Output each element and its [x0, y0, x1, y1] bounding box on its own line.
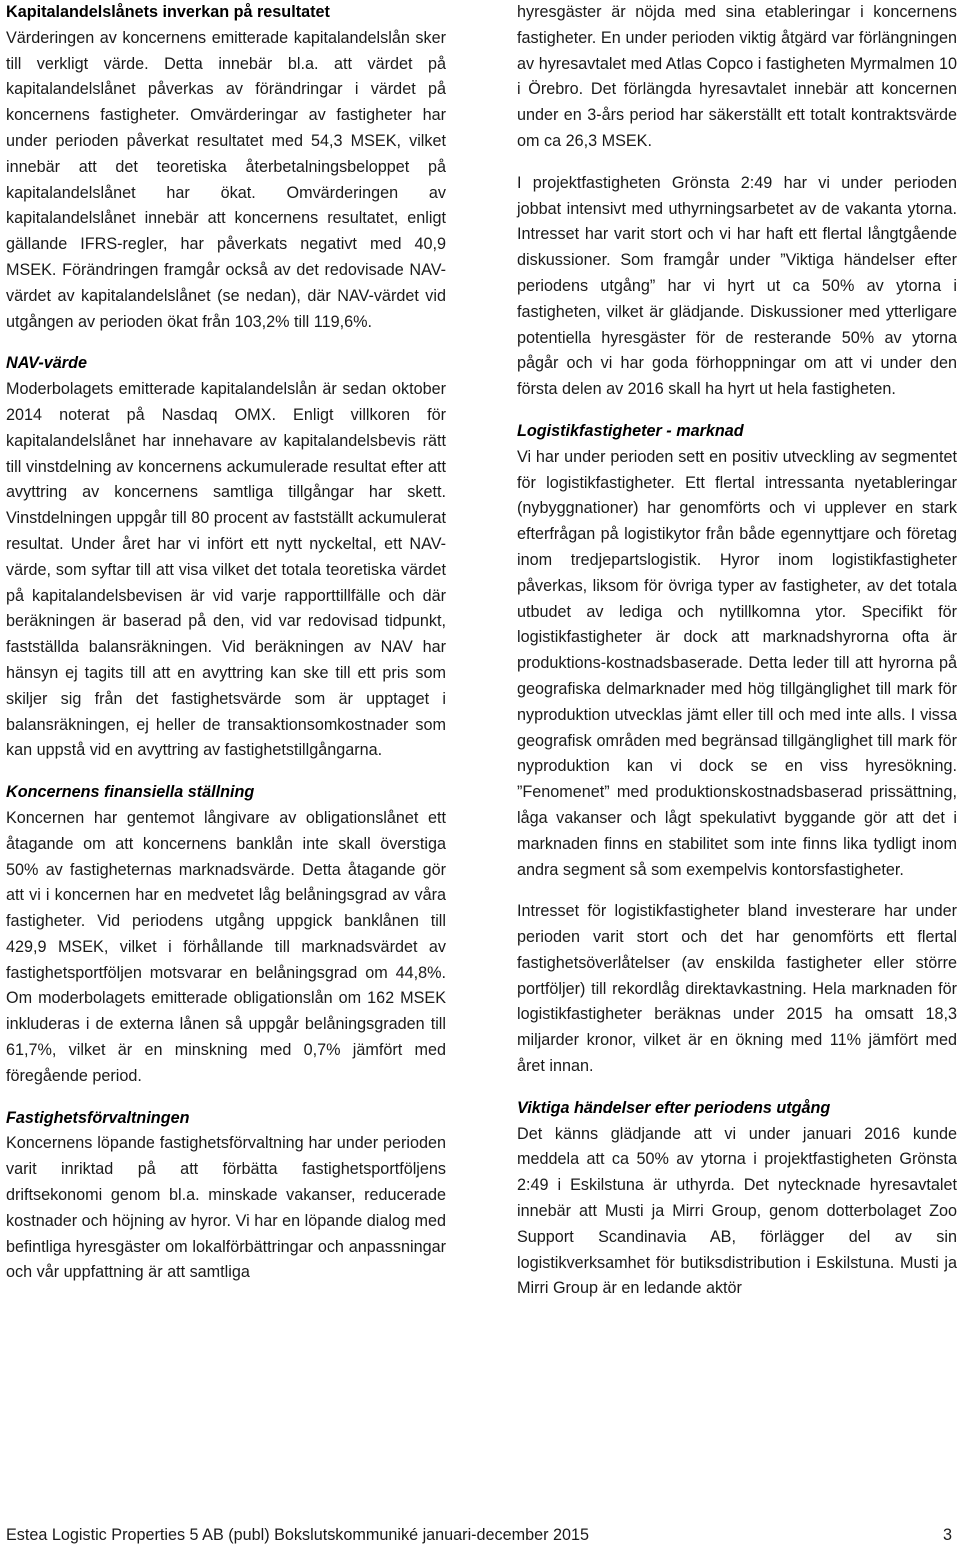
paragraph: Det känns glädjande att vi under januari 2016 kunde meddela att ca 50% av ytorna i projektfastigheten Grönsta 2:49 i Eskilstuna är uthyrda. Det nytecknade hyresavtalet innebär att Musti ja Mirri Group, genom dotterbolaget Zoo Support Scandinavia AB, förlägger del av sin logistikverksamhet för butiksdistribution i Eskilstuna. Musti ja Mirri Group är en ledande aktör: [517, 1124, 957, 1298]
section-heading: Kapitalandelslånets inverkan på resultatet: [6, 3, 330, 21]
paragraph: Koncernens löpande fastighetsförvaltning har under perioden varit inriktad på att förbätta fastighetsportföljens driftsekonomi genom bl.a. minskade vakanser, reducerade kostnader och höjning av hyror. Vi har en löpande dialog med befintliga hyresgäster om lokalförbättringar och anpassningar och vår uppfattning är att samtliga: [6, 1134, 446, 1282]
paragraph: Vi har under perioden sett en positiv utveckling av segmentet för logistikfastigheter. Ett flertal intressanta nyetableringar (nybyggnationer) har genomförts och vi upplever en stark efterfrågan på logistikytor från både egennyttjare och företag inom tredjepartslogistik. Hyror inom logistikfastigheter påverkas, liksom för övriga typer av fastigheter, av det totala utbudet av lediga och nytillkomna ytor. Specifikt för logistikfastigheter är dock att marknadshyrorna ofta är produktions-kostnadsbaserade. Detta leder till att hyrorna på geografiska delmarknader med hög tillgänglighet till mark för nyproduktion utvecklas jämt eller till och med inte alls. I vissa geografisk områden med begränsad tillgänglighet till mark för nyproduktion kan vi dock se en viss hyresökning. ”Fenomenet” med produktionskostnadsbaserad prissättning, låga vakanser och lågt spekulativt byggande gör att det i marknaden finns en stabilitet som inte finns lika tydligt inom andra segment så som exempelvis kontorsfastigheter.: [517, 447, 957, 879]
footer-document-title: Estea Logistic Properties 5 AB (publ) Bokslutskommuniké januari-december 2015: [6, 1526, 590, 1544]
section-heading: NAV-värde: [6, 354, 87, 373]
left-column: [6, 0, 446, 1302]
section-viktiga-handelser: [517, 1096, 957, 1302]
section-nav-varde: [6, 351, 446, 764]
paragraph: Moderbolagets emitterade kapitalandelslån är sedan oktober 2014 noterat på Nasdaq OMX. Enligt villkoren för kapitalandelslånet har innehavare av kapitalandelsbevis rätt till vinstdelning av koncernens ackumulerade resultat efter att avyttring av koncernens samtliga tillgångar har skett. Vinstdelningen uppgår till 80 procent av fastställt ackumulerat resultat. Under året har vi infört ett nytt nyckeltal, ett NAV-värde, som syftar till att visa vilket det totala teoretiska värdet på kapitalandelsbevisen är vid varje rapporttillfälle och där beräkningen är baserad på den, vid var redovisad tidpunkt, fastställda balansräkningen. Vid beräkningen av NAV har hänsyn ej tagits till att en avyttring kan ske till ett pris som skiljer sig från det fastighetsvärde som är upptaget i balansräkningen, ej heller de transaktionsomkostnader som kan uppstå vid en avyttring av fastighetstillgångarna.: [6, 380, 446, 760]
paragraph: Koncernen har gentemot långivare av obligationslånet ett åtagande om att koncernens banklån inte skall överstiga 50% av fastigheternas marknadsvärde. Detta åtagande gör att vi i koncernen har en medvetet låg belåningsgrad av våra fastigheter. Vid periodens utgång uppgick banklånen till 429,9 MSEK, vilket i förhållande till marknadsvärdet av fastighetsportföljen motsvarar en belåningsgrad om 44,8%. Om moderbolagets emitterade obligationslån om 162 MSEK inkluderas i de externa lånen så uppgår belåningsgraden till 61,7%, vilket är en minskning med 0,7% jämfört med föregående period.: [6, 808, 446, 1085]
section-finansiell-stallning: [6, 780, 446, 1090]
paragraph: hyresgäster är nöjda med sina etableringar i koncernens fastigheter. En under perioden viktig åtgärd var förlängningen av hyresavtalet med Atlas Copco i fastigheten Myrmalmen 10 i Örebro. Det förlängda hyresavtalet innebär att koncernen under en 3-års period har säkerställt ett totalt kontraktsvärde om ca 26,3 MSEK.: [517, 3, 957, 150]
page-number: 3: [942, 1526, 952, 1544]
section-kapitalandelslan: [6, 0, 446, 335]
section-heading: Koncernens finansiella ställning: [6, 783, 255, 802]
section-heading: Logistikfastigheter - marknad: [517, 421, 744, 440]
section-heading: Viktiga händelser efter periodens utgång: [517, 1098, 831, 1117]
right-column: [517, 0, 957, 1318]
paragraph: I projektfastigheten Grönsta 2:49 har vi under perioden jobbat intensivt med uthyrningsarbetet av de vakanta ytorna. Intresset har varit stort och vi har haft ett flertal långtgående diskussioner. Som framgår under ”Viktiga händelser efter periodens utgång” har vi hyrt ut ca 50% av ytorna i fastigheten, vilket är glädjande. Diskussioner med ytterligare potentiella hyresgäster för de resterande 50% av ytorna pågår och vi har goda förhoppningar om att vi under den första delen av 2016 skall ha hyrt ut hela fastigheten.: [517, 173, 957, 399]
section-fastighetsforvaltning: [6, 1106, 446, 1287]
paragraph: Intresset för logistikfastigheter bland investerare har under perioden varit stort och det har genomförts ett flertal fastighetsöverlåtelser (av enskilda fastigheter eller större portföljer) till rekordlåg direktavkastning. Hela marknaden för logistikfastigheter beräknas under 2015 ha omsatt 18,3 miljarder kronor, vilket är en ökning med 11% jämfört med året innan.: [517, 902, 957, 1076]
section-heading: Fastighetsförvaltningen: [6, 1108, 190, 1127]
paragraph: Värderingen av koncernens emitterade kapitalandelslån sker till verkligt värde. Detta innebär bl.a. att värdet på kapitalandelslånet påverkas av förändringar i värdet på koncernens fastigheter. Omvärderingar av fastigheter har under perioden påverkat resultatet med 54,3 MSEK, vilket innebär att det teoretiska återbetalningsbeloppet på kapitalandelslånet har ökat. Omvärderingen av kapitalandelslånet innebär att koncernens resultatet, enligt gällande IFRS-regler, har påverkats negativt med 40,9 MSEK. Förändringen framgår också av det redovisade NAV-värdet av kapitalandelslånet (se nedan), där NAV-värdet vid utgången av perioden ökat från 103,2% till 119,6%.: [6, 28, 446, 331]
section-fastighetsforvaltning-continued: [517, 0, 957, 403]
section-logistikfastigheter-marknad: [517, 419, 957, 1080]
